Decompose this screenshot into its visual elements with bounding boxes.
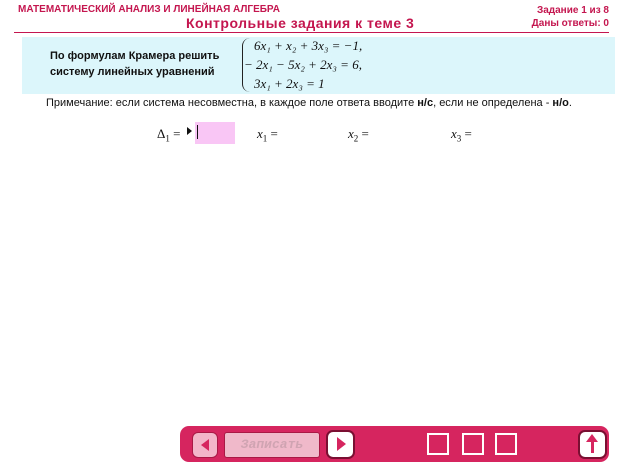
- up-arrow-button[interactable]: [578, 430, 607, 459]
- delta-1-label: $\Delta_1$ =: [157, 126, 181, 144]
- answer-row: [0, 122, 623, 146]
- delta-pointer-icon: [187, 127, 192, 135]
- course-title: МАТЕМАТИЧЕСКИЙ АНАЛИЗ И ЛИНЕЙНАЯ АЛГЕБРА: [18, 4, 280, 15]
- page-title: Контрольные задания к теме 3: [186, 15, 415, 31]
- equation-system: [242, 37, 482, 94]
- previous-task-button[interactable]: [192, 432, 218, 458]
- navigation-bar: [180, 426, 609, 462]
- text-caret: [197, 125, 198, 139]
- header-status: [532, 4, 609, 30]
- note-text-after: .: [568, 97, 572, 109]
- task-counter: Задание 1 из 8: [536, 5, 609, 16]
- note-code-inconsistent: н/с: [417, 97, 434, 109]
- x1-label: $x_1$ =: [257, 126, 278, 144]
- task-indicator-square-2[interactable]: [462, 433, 484, 455]
- task-prompt-line-2: систему линейных уравнений: [50, 66, 215, 78]
- delta-1-input[interactable]: [195, 122, 235, 144]
- save-answer-button[interactable]: Записать: [224, 432, 320, 458]
- equation-3: 3x₁ + 2x₃ = 1: [254, 76, 325, 91]
- note-text-before: Примечание: если система несовместна, в каждое поле ответа вводите: [46, 97, 418, 109]
- task-indicator-square-3[interactable]: [495, 433, 517, 455]
- equation-2: − 2x₁ − 5x₂ + 2x₃ = 6,: [244, 57, 362, 72]
- x2-label: $x_2$ =: [348, 126, 369, 144]
- task-prompt: [50, 48, 225, 80]
- task-panel: [22, 37, 615, 94]
- task-prompt-line-1: По формулам Крамера решить: [50, 50, 220, 62]
- note-code-undetermined: н/о: [552, 97, 569, 109]
- header-divider: [14, 32, 609, 33]
- instruction-note: [46, 97, 572, 109]
- note-text-middle: , если не определена -: [433, 97, 553, 109]
- task-indicator-square-1[interactable]: [427, 433, 449, 455]
- x3-label: $x_3$ =: [451, 126, 472, 144]
- up-arrow-shaft: [591, 440, 594, 453]
- equation-1: 6x₁ + x₂ + 3x₃ = −1,: [254, 38, 363, 53]
- answers-given-count: Даны ответы: 0: [531, 18, 609, 29]
- next-task-button[interactable]: [326, 430, 355, 459]
